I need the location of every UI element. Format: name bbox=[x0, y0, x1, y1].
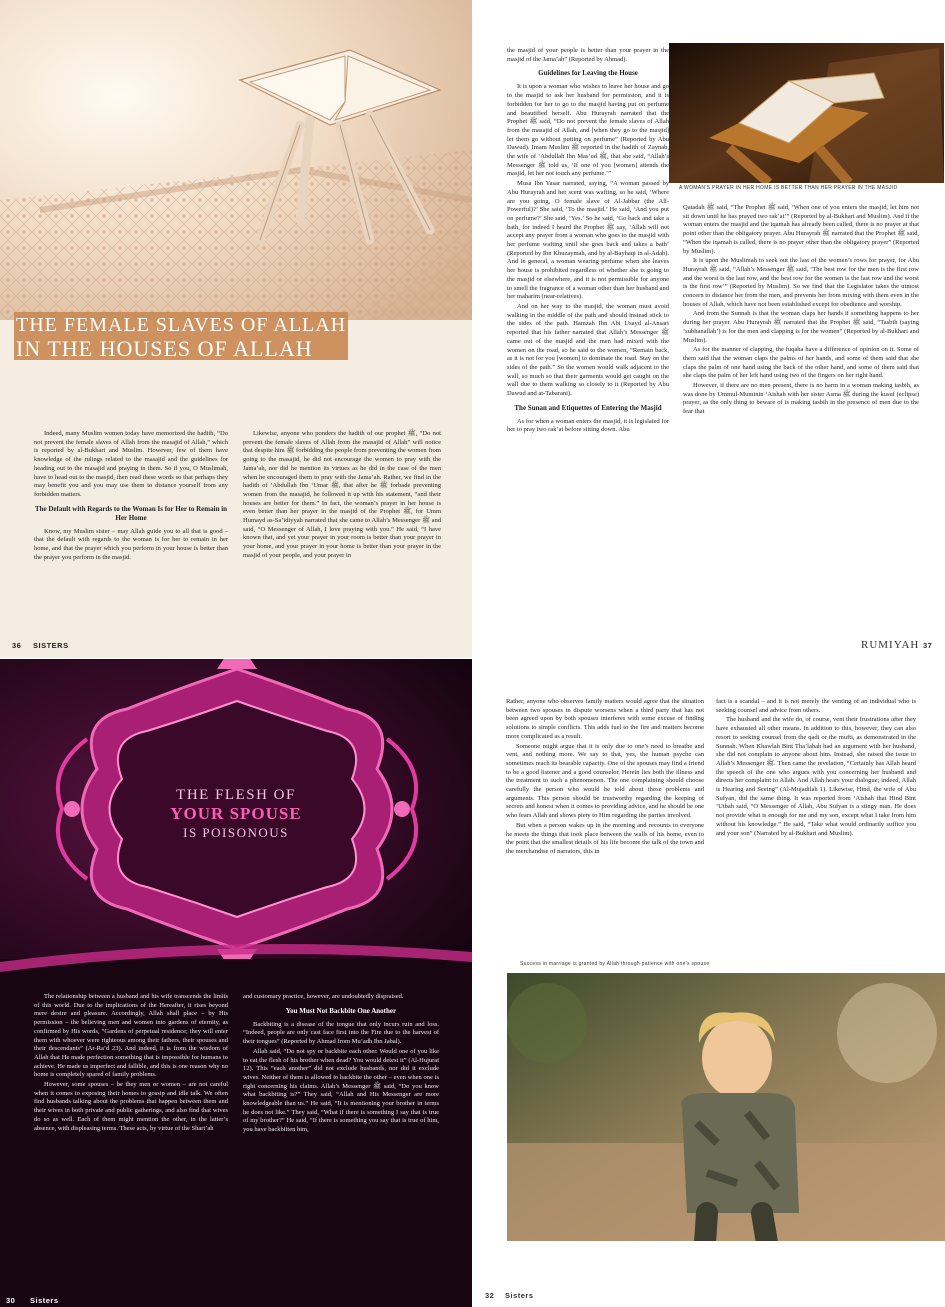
p30-column-1 bbox=[34, 993, 228, 1134]
paragraph: It is upon the Muslimah to seek out the last of the women’s rows for prayer, for Abu Hurayrah ﷺ said, “Allah’s Messenger ﷺ said, ‘The best row for the men is the first row and the worst is the last row, and the best row for the women is the last row and the worst is the first row’” (Reported by Muslim). So we find that the Legislator takes the utmost concern to distance her from the men, and prevents her from mixing with them even in the houses of Allah, which have not been established except for obedience and worship. bbox=[683, 257, 919, 308]
ornament-title-line2: YOUR SPOUSE bbox=[170, 804, 302, 823]
paragraph: Someone might argue that it is only due to one’s need to breathe and vent, and nothing more. We say to that, yes, the human psyche can sometimes reach its bearable capacity. One of the spouses may find a friend to be a good listener and a good counselor. Herein lies both the illness and the treatment to such a phenomenon. The one complaining should choose carefully the person who would be told about those problems and arguments. This person should be trustworthy regarding the keeping of secrets and honest when it comes to providing advice, and he should be one who fears Allah and shows piety to Him regarding the parties involved. bbox=[506, 742, 704, 820]
page-37 bbox=[473, 0, 945, 658]
paragraph: Qatadah ﷺ said, “The Prophet ﷺ said, ‘When one of you enters the masjid, let him not sit down until he has prayed two rak’at’” (Reported by al-Bukhari and Muslim). And if the woman enters the masjid and the iqamah has already been called, there is no prayer at that point other than the obligatory prayer. Abu Hurayrah ﷺ narrated that the Prophet ﷺ said, “When the iqamah is called, there is no prayer other than the obligatory prayer” (Reported by Muslim). bbox=[683, 204, 919, 255]
paragraph: the masjid of your people is better than your prayer in the masjid of the Jama’ah” (Reported by Ahmad). bbox=[507, 47, 669, 63]
paragraph: Know, my Muslim sister – may Allah guide you to all that is good – that the default with regards to the woman is for her to remain in her home, and that the prayer which you perform in your house is better than the prayer you perform in the masjid. bbox=[34, 527, 228, 561]
page-36 bbox=[0, 0, 472, 658]
child-walking-photo bbox=[507, 973, 945, 1241]
page-number: 37 bbox=[923, 641, 933, 650]
p37-column-1 bbox=[507, 47, 669, 436]
page-32 bbox=[473, 659, 945, 1307]
paragraph: And on her way to the masjid, the woman must avoid walking in the middle of the path and should instead stick to the sides of the path. Hamzah Ibn Abi Usayd al-Ansari reported that his father narrated that Allah’s Messenger ﷺ came out of the masjid and the men had mixed with the women on the road, so he said to the women, “Remain back, as it is not for you [women] to dominate the road. Stay on the sides of the path.” So the women would walk adjacent to the wall, so much so that their garments would get caught on the wall due to them walking so closely to it (Reported by Abu Dawud and at-Tabarani). bbox=[507, 302, 669, 398]
paragraph: fact is a scandal – and it is not merely the venting of an individual who is seeking counsel and advice from others. bbox=[716, 698, 916, 714]
magazine-name: Sisters bbox=[505, 1291, 534, 1300]
paragraph: But when a person wakes up in the morning and recounts to everyone he meets the things that took place between the walls of his home, even to the point that the smallest details of his life become the talk of the town and the merchandise of narrators, this in bbox=[506, 821, 704, 855]
photo-caption: Success in marriage is granted by Allah through patience with one’s spouse bbox=[520, 961, 710, 967]
p37-column-2 bbox=[683, 204, 919, 418]
paragraph: The relationship between a husband and his wife transcends the limits of this world. Due to the implications of the Hereafter, it rises beyond mere desire and pleasure. Accordingly, Allah shall place – by His permission – the believing men and women into gardens of eternity, as confirmed by His words, “Gardens of perpetual residence; they will enter them with whoever were righteous among their fathers, their spouses and their descendants” (Ar-Ra’d 23). And indeed, it is from the wisdom of Allah that He made perfection something that is impossible for humans to achieve. He made us imperfect and fallible, and this is one reason why no home is completely spared of family problems. bbox=[34, 993, 228, 1079]
p36-column-2 bbox=[243, 430, 441, 562]
paragraph: Allah said, “Do not spy or backbite each other. Would one of you like to eat the flesh of his brother when dead? You would detest it” (Al-Hujurat 12). This “each another” did not exclude husbands, nor did it exclude wives. Neither of them is allowed to backbite the other – even when one is right concerning his claims. Allah’s Messenger ﷺ said, “Do you know what backbiting is?” They said, “Allah and His Messenger are more knowledgeable than us.” He said, “It is mentioning your brother in terms he does not like.” They said, “What if there is something I say that is true of my brother?” He said, “If there is something you say that is true of him, you have backbitten him, bbox=[243, 1047, 439, 1134]
paragraph: Likewise, anyone who ponders the hadith of our prophet ﷺ, “Do not prevent the female slaves of Allah from the masajid of Allah” will notice that despite him ﷺ forbidding the people from preventing the women from going to the masajid, he did not encourage the women to pray with the Jama’ah, nor did he mention its virtues as he did in the case of the men when he encouraged them to pray with the Jama’ah. Rather, we find in the hadith of ‘Abdullah Ibn ‘Umar ﷺ, that after he ﷺ forbade preventing women from the masajid, he followed it up with his statement, “and their houses are better for them.” In fact, the woman’s prayer in her house is even better than her prayer in the masjid of the Prophet ﷺ, for Umm Humayd as-Sa’idiyyah narrated that she came to Allah’s Messenger ﷺ and said, “O Messenger of Allah, I love praying with you.” He said, “I have known that, and yet your prayer in your room is better than your prayer in your home, and your prayer in your home is better than your prayer in the masjid of your people, and your prayer in bbox=[243, 430, 442, 559]
article-title-line1: THE FEMALE SLAVES OF ALLAH bbox=[16, 314, 347, 336]
magazine-name: SISTERS bbox=[33, 641, 69, 650]
section-heading: The Default with Regards to the Woman Is for Her to Remain in Her Home bbox=[34, 504, 228, 522]
photo-caption: A WOMAN’S PRAYER IN HER HOME IS BETTER THAN HER PRAYER IN THE MASJID bbox=[679, 185, 898, 191]
page-number: 36 bbox=[12, 641, 22, 650]
pink-curve-band bbox=[0, 927, 472, 987]
page-number: 32 bbox=[485, 1291, 495, 1300]
paragraph: Musa Ibn Yasar narrated, saying, “A woman passed by Abu Hurayrah and her scent was wafting, so he said, ‘Where are you going, O female slave of Al-Jabbar (the All-Powerful)?’ She said, ‘To the masjid.’ He said, ‘And you put on perfume?’ She said, ‘Yes.’ So he said, ‘Go back and take a bath, for indeed I heard the Prophet ﷺ say, ‘Allah will not accept any prayer from a woman who goes to the masjid with her perfume wafting until she goes back and takes a bath’ (Reported by Ibn Khuzaymah, and by al-Bayhaqi in al-Adab). And in general, a woman wearing perfume when she leaves her house is prohibited regardless of whether she is going to the masjid or elsewhere, and it is not permissible for anyone to smell the fragrance of a woman other than her husband and her maharim (near-relatives). bbox=[507, 180, 669, 301]
paragraph: and customary practice, however, are undoubtedly dispraised. bbox=[243, 993, 404, 1000]
section-heading: You Must Not Backbite One Another bbox=[285, 1006, 397, 1015]
paragraph: Rather, anyone who observes family matters would agree that the situation between two spouses in dispute worsens when a third party that has not been agreed upon by both spouses interferes with some excuse of finding solutions to simple conflicts. This adds fuel to the fire and matters become more complicated as a result. bbox=[506, 698, 704, 740]
paragraph: As for the manner of clapping, the fuqaha have a difference of opinion on it. Some of them said that the woman claps the palms of her hands, and some of them said that she claps the palm of one hand using the back of the other hand, and some of them said that she claps the palm of her left hand using two of the fingers on her right hand. bbox=[683, 346, 919, 380]
section-heading: The Sunan and Etiquettes of Entering the Masjid bbox=[514, 403, 662, 412]
ornament-title-line3: IS POISONOUS bbox=[183, 825, 289, 840]
article-title-line2: IN THE HOUSES OF ALLAH bbox=[16, 336, 313, 361]
p32-column-2 bbox=[716, 698, 916, 839]
page-30 bbox=[0, 659, 472, 1307]
paragraph: However, some spouses – be they men or women – are not careful when it comes to exposing their homes to gossip and idle talk. We often find husbands talking about the problems that happen between them and their wives in both private and public gatherings, and also find that wives do so as well. Each of them might mention the other, in the latter’s absence, with displeasing terms. These acts, by virtue of the Shari’ah bbox=[34, 1081, 228, 1132]
p36-column-1 bbox=[34, 430, 228, 563]
paragraph: As for when a woman enters the masjid, it is legislated for her to pray two rak’at before sitting down. Abu bbox=[507, 417, 669, 434]
quran-stand-photo bbox=[0, 0, 472, 320]
paragraph: It is upon a woman who wishes to leave her house and go to the masjid to ask her husband for permission, and it is forbidden for her to go to the masjid having put on perfume and beautified herself. Abu Hurayrah narrated that the Prophet ﷺ said, “Do not prevent the female slaves of Allah from the masajid of Allah, and [when they go to the masjid] let them go without putting on perfume” (Reported by Abu Dawud). Imam Muslim ﷺ reported in the hadith of Zaynab, the wife of ‘Abdullah Ibn Mas’ud ﷺ, that she said, “Allah’s Messenger ﷺ told us, ‘If one of you [women] attends the masjid, let her not touch any perfume.’” bbox=[507, 83, 669, 178]
paragraph: Indeed, many Muslim women today have memorized the hadith, “Do not prevent the female slaves of Allah from the masajid of Allah,” which is reported by al-Bukhari and Muslim. However, few of them have knowledge of the rulings related to the masajid and the guidelines for heading out to the masajid and praying in them. So if you, O Muslimah, have to head out to the masjid, then read these words so that perhaps they may benefit you and you may use them to distance yourself from any forbidden matters. bbox=[34, 430, 228, 498]
p30-column-2 bbox=[243, 993, 439, 1136]
page-number: 30 bbox=[6, 1296, 16, 1305]
magazine-name: Sisters bbox=[30, 1296, 59, 1305]
ornament-title-line1: THE FLESH OF bbox=[176, 787, 296, 803]
magazine-name: RUMIYAH bbox=[861, 639, 920, 651]
section-heading: Guidelines for Leaving the House bbox=[538, 69, 638, 78]
paragraph: And from the Sunnah is that the woman claps her hands if something happens to her during her prayer. Abu Hurayrah ﷺ narrated that the Prophet ﷺ said, “Tasbih (saying ‘subhanallah’) is for the men and clapping is for the women” (Reported by al-Bukhari and Muslim). bbox=[683, 310, 919, 344]
quran-on-rehal-photo bbox=[669, 43, 944, 183]
paragraph: However, if there are no men present, there is no harm in a woman making tasbih, as was done by Ummul-Muminin ‘Aishah with her sister Asma ﷺ during the kusuf (eclipse) prayer, as the only thing to beware of is making tasbih in the presence of men due to the fear that bbox=[683, 382, 919, 416]
p32-column-1 bbox=[506, 698, 704, 858]
paragraph: The husband and the wife do, of course, vent their frustrations after they have exhausted all other means. In addition to this, however, they can also resort to seeking counsel from the qadi or the mufti, as demonstrated in the Sunnah. When Khawlah Bint Tha’labah had an argument with her husband, she did not complain to anyone about him. Instead, she raised the issue to Allah’s Messenger ﷺ. Then came the revelation, “Certainly has Allah heard the speech of the one who argues with you concerning her husband and directs her complaint to Allah. And Allah hears your dialogue; indeed, Allah is Hearing and Seeing” (Al-Mujadilah 1). Likewise, Hind, the wife of Abu Sufyan, did the same thing. It was reported from ‘Aishah that Hind Bint ‘Utbah said, “O Messenger of Allah, Abu Sufyan is a stingy man. He does not provide what is enough for me and my son, except what I take from him without his knowledge.” He said, “Take what would ordinarily suffice you and your son” (Narrated by al-Bukhari and Muslim). bbox=[716, 716, 917, 837]
paragraph: Backbiting is a disease of the tongue that only incurs ruin and loss. “Indeed, people are only cast face first into the Fire due to the harvest of their tongues” (Reported by Ahmad from Mu’adh Ibn Jabal). bbox=[243, 1020, 439, 1046]
